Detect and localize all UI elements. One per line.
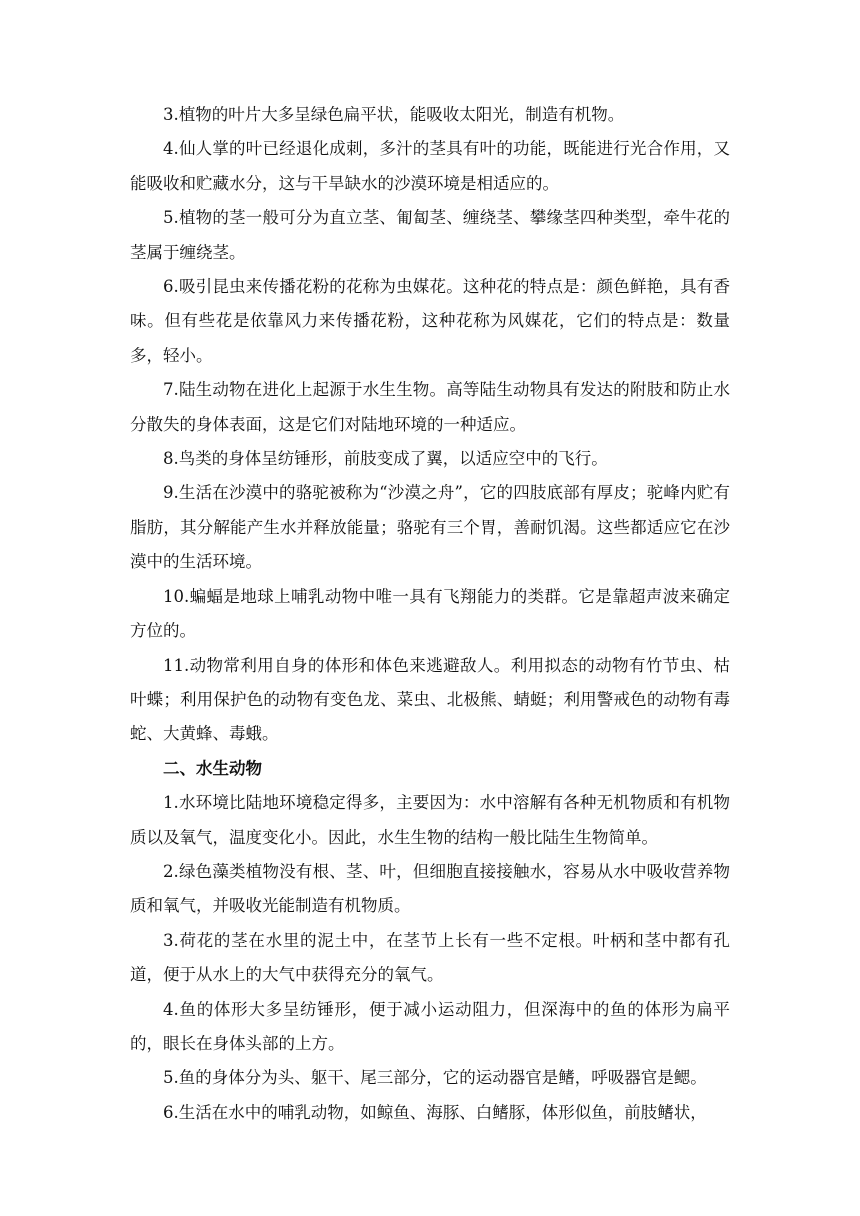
paragraph-land-8: 8.鸟类的身体呈纺锤形，前肢变成了翼，以适应空中的飞行。 (163, 449, 608, 469)
paragraph-land-10: 10.蝙蝠是地球上哺乳动物中唯一具有飞翔能力的类群。它是靠超声波来确定方位的。 (130, 586, 730, 641)
paragraph-water-6: 6.生活在水中的哺乳动物，如鲸鱼、海豚、白鳍豚，体形似鱼，前肢鳍状， (163, 1102, 707, 1122)
paragraph-land-7: 7.陆生动物在进化上起源于水生生物。高等陆生动物具有发达的附肢和防止水分散失的身体表面，这是它们对陆地环境的一种适应。 (130, 380, 730, 434)
paragraph-land-3: 3.植物的叶片大多呈绿色扁平状，能吸收太阳光，制造有机物。 (163, 105, 625, 124)
document-body (130, 98, 730, 1130)
paragraph-land-11: 11.动物常利用自身的体形和体色来逃避敌人。利用拟态的动物有竹节虫、枯叶蝶；利用保护色的动物有变色龙、菜虫、北极熊、蜻蜓；利用警戒色的动物有毒蛇、大黄蜂、毒蛾。 (130, 655, 730, 744)
paragraph-water-3: 3.荷花的茎在水里的泥土中，在茎节上长有一些不定根。叶柄和茎中都有孔道，便于从水上的大气中获得充分的氧气。 (130, 930, 730, 985)
paragraph-water-5: 5.鱼的身体分为头、躯干、尾三部分，它的运动器官是鳍，呼吸器官是鳃。 (163, 1068, 707, 1088)
paragraph-water-2: 2.绿色藻类植物没有根、茎、叶，但细胞直接接触水，容易从水中吸收营养物质和氧气，并吸收光能制造有机物质。 (130, 861, 730, 916)
paragraph-land-6: 6.吸引昆虫来传播花粉的花称为虫媒花。这种花的特点是：颜色鲜艳，具有香味。但有些花是依靠风力来传播花粉，这种花称为风媒花，它们的特点是：数量多，轻小。 (130, 277, 730, 365)
paragraph-water-1: 1.水环境比陆地环境稳定得多，主要因为：水中溶解有各种无机物质和有机物质以及氧气，温度变化小。因此，水生生物的结构一般比陆生生物简单。 (130, 793, 730, 847)
section-heading-aquatic: 二、水生动物 (163, 758, 262, 778)
paragraph-water-4: 4.鱼的体形大多呈纺锤形，便于减小运动阻力，但深海中的鱼的体形为扁平的，眼长在身体头部的上方。 (130, 999, 730, 1053)
paragraph-land-5: 5.植物的茎一般可分为直立茎、匍匐茎、缠绕茎、攀缘茎四种类型，牵牛花的茎属于缠绕茎。 (130, 208, 730, 262)
paragraph-land-4: 4.仙人掌的叶已经退化成刺，多汁的茎具有叶的功能，既能进行光合作用，又能吸收和贮藏水分，这与干旱缺水的沙漠环境是相适应的。 (130, 139, 730, 193)
paragraph-land-9: 9.生活在沙漠中的骆驼被称为“沙漠之舟”，它的四肢底部有厚皮；驼峰内贮有脂肪，其分解能产生水并释放能量；骆驼有三个胃，善耐饥渴。这些都适应它在沙漠中的生活环境。 (130, 483, 730, 572)
